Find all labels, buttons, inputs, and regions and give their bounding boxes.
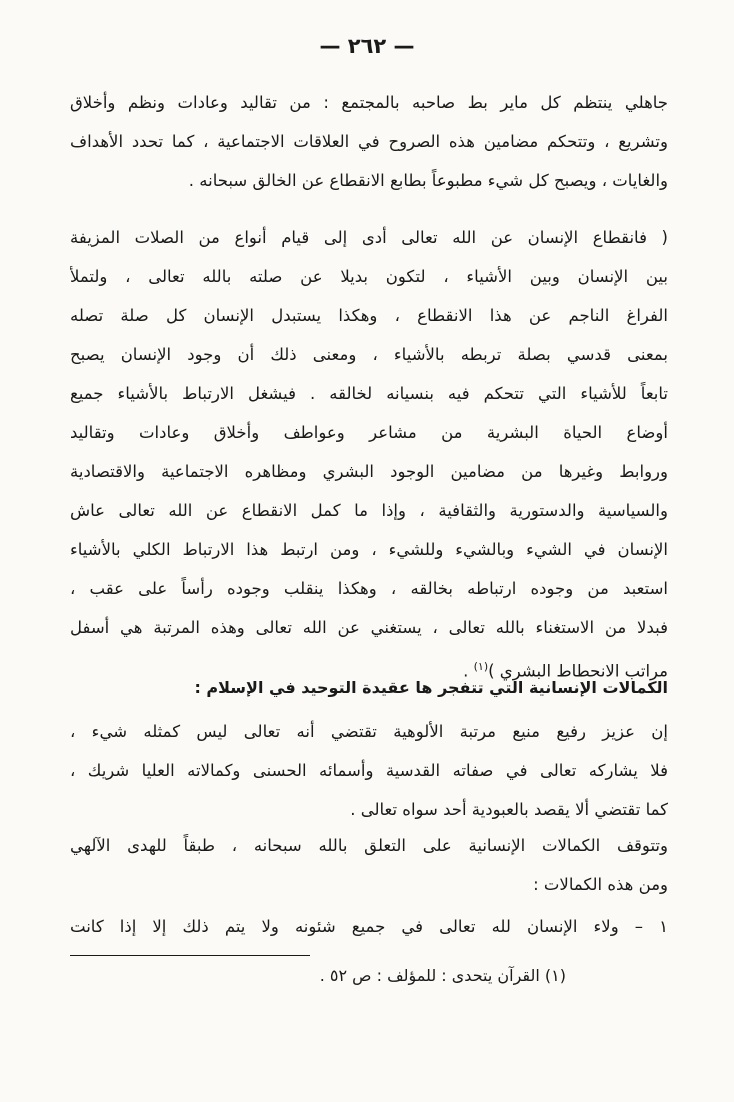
paragraph-2-quote <box>70 218 668 686</box>
text-fragment: . <box>463 661 474 681</box>
text-line: بمعنى قدسي بصلة تربطه بالأشياء ، ومعنى ذلك أن وجود الإنسان يصبح <box>70 345 668 364</box>
text-line: الإنسان في الشيء وبالشيء وللشيء ، ومن ارتبط هذا الارتباط الكلي بالأشياء <box>70 540 668 559</box>
text-line: وتتوقف الكمالات الإنسانية على التعلق بالله سبحانه ، طبقاً للهدى الآلهي <box>70 836 668 855</box>
text-line: ومن هذه الكمالات : <box>533 875 668 894</box>
footnote-reference: (١) <box>473 660 489 673</box>
text-line: ( فانقطاع الإنسان عن الله تعالى أدى إلى قيام أنواع من الصلات المزيفة <box>70 228 668 247</box>
list-item-1 <box>70 907 668 946</box>
text-line: والسياسية والدستورية والثقافية ، وإذا ما كمل الانقطاع عن الله تعالى عاش <box>70 501 668 520</box>
paragraph-3 <box>70 712 668 829</box>
text-line: الفراغ الناجم عن هذا الانقطاع ، وهكذا يستبدل الإنسان كل صلة تصله <box>70 306 668 325</box>
text-line: فلا يشاركه تعالى في صفاته القدسية وأسمائه الحسنى وكمالاته العليا شريك ، <box>70 761 668 780</box>
text-line: والغايات ، ويصبح كل شيء مطبوعاً بطابع الانقطاع عن الخالق سبحانه . <box>188 171 668 190</box>
footnote-divider <box>70 955 310 956</box>
section-heading-block <box>70 668 668 707</box>
footnote: (١) القرآن يتحدى : للمؤلف : ص ٥٢ . <box>319 966 566 985</box>
text-line: تابعاً للأشياء التي تتحكم فيه بنسيانه لخالقه . فيشغل الارتباط بالأشياء جميع <box>70 384 668 403</box>
text-line: وروابط وغيرها من مضامين الوجود البشري ومظاهره الاجتماعية والاقتصادية <box>70 462 668 481</box>
paragraph-4 <box>70 826 668 904</box>
text-fragment: مراتب الانحطاط البشري ) <box>488 661 668 681</box>
paragraph-1 <box>70 83 668 200</box>
text-line: فبدلا من الاستغناء بالله تعالى ، يستغني عن الله تعالى وهذه المرتبة هي أسفل <box>70 618 668 637</box>
text-line: إن عزيز رفيع منيع مرتبة الألوهية تقتضي أنه تعالى ليس كمثله شيء ، <box>70 722 668 741</box>
text-line: أوضاع الحياة البشرية من مشاعر وعواطف وأخلاق وعادات وتقاليد <box>70 423 668 442</box>
text-line: بين الإنسان وبين الأشياء ، لتكون بديلا عن صلته بالله تعالى ، ولتملأ <box>70 267 668 286</box>
section-heading: الكمالات الإنسانية التي تتفجر ها عقيدة التوحيد في الإسلام : <box>194 678 668 697</box>
text-line: وتشريع ، وتتحكم مضامين هذه الصروح في العلاقات الاجتماعية ، كما تحدد الأهداف <box>70 132 668 151</box>
page-number: — ٢٦٢ — <box>319 34 415 58</box>
text-line: استعبد من وجوده ارتباطه بخالقه ، وهكذا ينقلب وجوده رأساً على عقب ، <box>70 579 668 598</box>
text-line: جاهلي ينتظم كل ماير بط صاحبه بالمجتمع : من تقاليد وعادات ونظم وأخلاق <box>70 93 668 112</box>
text-line: ١ – ولاء الإنسان لله تعالى في جميع شئونه ولا يتم ذلك إلا إذا كانت <box>70 917 668 936</box>
text-line: كما تقتضي ألا يقصد بالعبودية أحد سواه تعالى . <box>350 800 668 819</box>
